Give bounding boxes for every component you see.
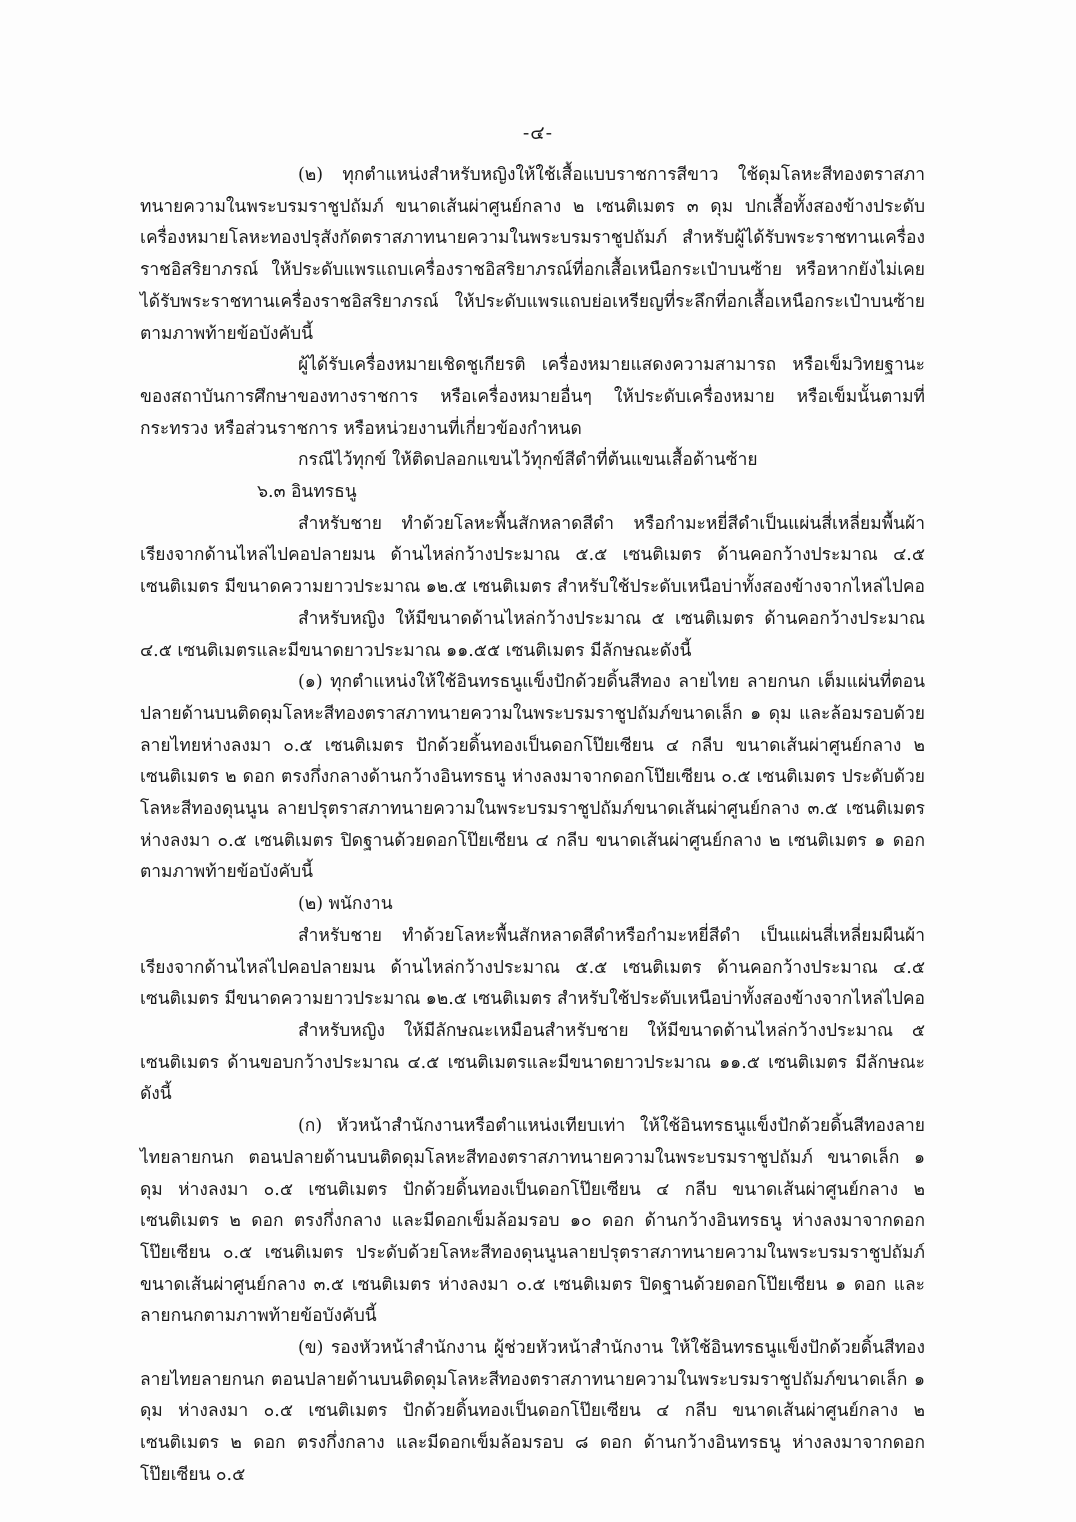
paragraph: สำหรับชาย ทำด้วยโลหะพื้นสักหลาดสีดำ หรือกำมะหยี่สีดำเป็นแผ่นสี่เหลี่ยมพื้นผ้าเรียงจากด้านไหล่ไปคอปลายมน ด้านไหล่กว้างประมาณ ๕.๕ เซนติเมตร ด้านคอกว้างประมาณ ๔.๕ เซนติเมตร มีขนาดความยาวประมาณ ๑๒.๕ เซนติเมตร สำหรับใช้ประดับเหนือบ่าทั้งสองข้างจากไหล่ไปคอ xyxy=(140,513,925,598)
paragraph: (ข) รองหัวหน้าสำนักงาน ผู้ช่วยหัวหน้าสำนักงาน ให้ใช้อินทรธนูแข็งปักด้วยดิ้นสีทองลายไทยลายกนก ตอนปลายด้านบนติดดุมโลหะสีทองตราสภาทนายความในพระบรมราชูปถัมภ์ขนาดเล็ก ๑ ดุม ห่างลงมา ๐.๕ เซนติเมตร ปักด้วยดิ้นทองเป็นดอกโป๊ยเซียน ๔ กลีบ ขนาดเส้นผ่าศูนย์กลาง ๒ เซนติเมตร ๒ ดอก ตรงกึ่งกลาง และมีดอกเข็มล้อมรอบ ๘ ดอก ด้านกว้างอินทรธนู ห่างลงมาจากดอกโป๊ยเซียน ๐.๕ xyxy=(140,1338,925,1485)
document-body xyxy=(140,160,925,1492)
page-number: -๔- xyxy=(522,122,554,144)
paragraph: สำหรับหญิง ให้มีขนาดด้านไหล่กว้างประมาณ ๕ เซนติเมตร ด้านคอกว้างประมาณ ๔.๕ เซนติเมตรและมีขนาดยาวประมาณ ๑๑.๕๕ เซนติเมตร มีลักษณะดังนี้ xyxy=(140,608,925,661)
paragraph: (๑) ทุกตำแหน่งให้ใช้อินทรธนูแข็งปักด้วยดิ้นสีทอง ลายไทย ลายกนก เต็มแผ่นที่ตอนปลายด้านบนติดดุมโลหะสีทองตราสภาทนายความในพระบรมราชูปถัมภ์ขนาดเล็ก ๑ ดุม และล้อมรอบด้วยลายไทยห่างลงมา ๐.๕ เซนติเมตร ปักด้วยดิ้นทองเป็นดอกโป๊ยเซียน ๔ กลีบ ขนาดเส้นผ่าศูนย์กลาง ๒ เซนติเมตร ๒ ดอก ตรงกึ่งกลางด้านกว้างอินทรธนู ห่างลงมาจากดอกโป๊ยเซียน ๐.๕ เซนติเมตร ประดับด้วยโลหะสีทองดุนนูน ลายปรุตราสภาทนายความในพระบรมราชูปถัมภ์ขนาดเส้นผ่าศูนย์กลาง ๓.๕ เซนติเมตร ห่างลงมา ๐.๕ เซนติเมตร ปิดฐานด้วยดอกโป๊ยเซียน ๔ กลีบ ขนาดเส้นผ่าศูนย์กลาง ๒ เซนติเมตร ๑ ดอก ตามภาพท้ายข้อบังคับนี้ xyxy=(140,672,925,883)
paragraph: (ก) หัวหน้าสำนักงานหรือตำแหน่งเทียบเท่า ให้ใช้อินทรธนูแข็งปักด้วยดิ้นสีทองลายไทยลายกนก ตอนปลายด้านบนติดดุมโลหะสีทองตราสภาทนายความในพระบรมราชูปถัมภ์ ขนาดเล็ก ๑ ดุม ห่างลงมา ๐.๕ เซนติเมตร ปักด้วยดิ้นทองเป็นดอกโป๊ยเซียน ๔ กลีบ ขนาดเส้นผ่าศูนย์กลาง ๒ เซนติเมตร ๒ ดอก ตรงกึ่งกลาง และมีดอกเข็มล้อมรอบ ๑๐ ดอก ด้านกว้างอินทรธนู ห่างลงมาจากดอกโป๊ยเซียน ๐.๕ เซนติเมตร ประดับด้วยโลหะสีทองดุนนูนลายปรุตราสภาทนายความในพระบรมราชูปถัมภ์ ขนาดเส้นผ่าศูนย์กลาง ๓.๕ เซนติเมตร ห่างลงมา ๐.๕ เซนติเมตร ปิดฐานด้วยดอกโป๊ยเซียน ๑ ดอก และลายกนกตามภาพท้ายข้อบังคับนี้ xyxy=(140,1116,925,1327)
paragraph: ผู้ได้รับเครื่องหมายเชิดชูเกียรติ เครื่องหมายแสดงความสามารถ หรือเข็มวิทยฐานะของสถาบันการศึกษาของทางราชการ หรือเครื่องหมายอื่นๆ ให้ประดับเครื่องหมาย หรือเข็มนั้นตามที่กระทรวง หรือส่วนราชการ หรือหน่วยงานที่เกี่ยวข้องกำหนด xyxy=(140,355,925,439)
paragraph: กรณีไว้ทุกข์ ให้ติดปลอกแขนไว้ทุกข์สีดำที่ต้นแขนเสื้อด้านซ้าย xyxy=(298,450,758,471)
paragraph: (๒) ทุกตำแหน่งสำหรับหญิงให้ใช้เสื้อแบบราชการสีขาว ใช้ดุมโลหะสีทองตราสภาทนายความในพระบรมราชูปถัมภ์ ขนาดเส้นผ่าศูนย์กลาง ๒ เซนติเมตร ๓ ดุม ปกเสื้อทั้งสองข้างประดับเครื่องหมายโลหะทองปรุสังกัดตราสภาทนายความในพระบรมราชูปถัมภ์ สำหรับผู้ได้รับพระราชทานเครื่องราชอิสริยาภรณ์ ให้ประดับแพรแถบเครื่องราชอิสริยาภรณ์ที่อกเสื้อเหนือกระเป๋าบนซ้าย หรือหากยังไม่เคยได้รับพระราชทานเครื่องราชอิสริยาภรณ์ ให้ประดับแพรแถบย่อเหรียญที่ระลึกที่อกเสื้อเหนือกระเป๋าบนซ้าย ตามภาพท้ายข้อบังคับนี้ xyxy=(140,165,925,344)
paragraph: สำหรับชาย ทำด้วยโลหะพื้นสักหลาดสีดำหรือกำมะหยี่สีดำ เป็นแผ่นสี่เหลี่ยมผืนผ้าเรียงจากด้านไหล่ไปคอปลายมน ด้านไหล่กว้างประมาณ ๕.๕ เซนติเมตร ด้านคอกว้างประมาณ ๔.๕ เซนติเมตร มีขนาดความยาวประมาณ ๑๒.๕ เซนติเมตร สำหรับใช้ประดับเหนือบ่าทั้งสองข้างจากไหล่ไปคอ xyxy=(140,925,925,1010)
paragraph: สำหรับหญิง ให้มีลักษณะเหมือนสำหรับชาย ให้มีขนาดด้านไหล่กว้างประมาณ ๕ เซนติเมตร ด้านขอบกว้างประมาณ ๔.๕ เซนติเมตรและมีขนาดยาวประมาณ ๑๑.๕ เซนติเมตร มีลักษณะ ดังนี้ xyxy=(140,1020,925,1105)
section-heading: ๖.๓ อินทรธนู xyxy=(257,482,357,503)
subsection-heading: (๒) พนักงาน xyxy=(298,894,393,915)
